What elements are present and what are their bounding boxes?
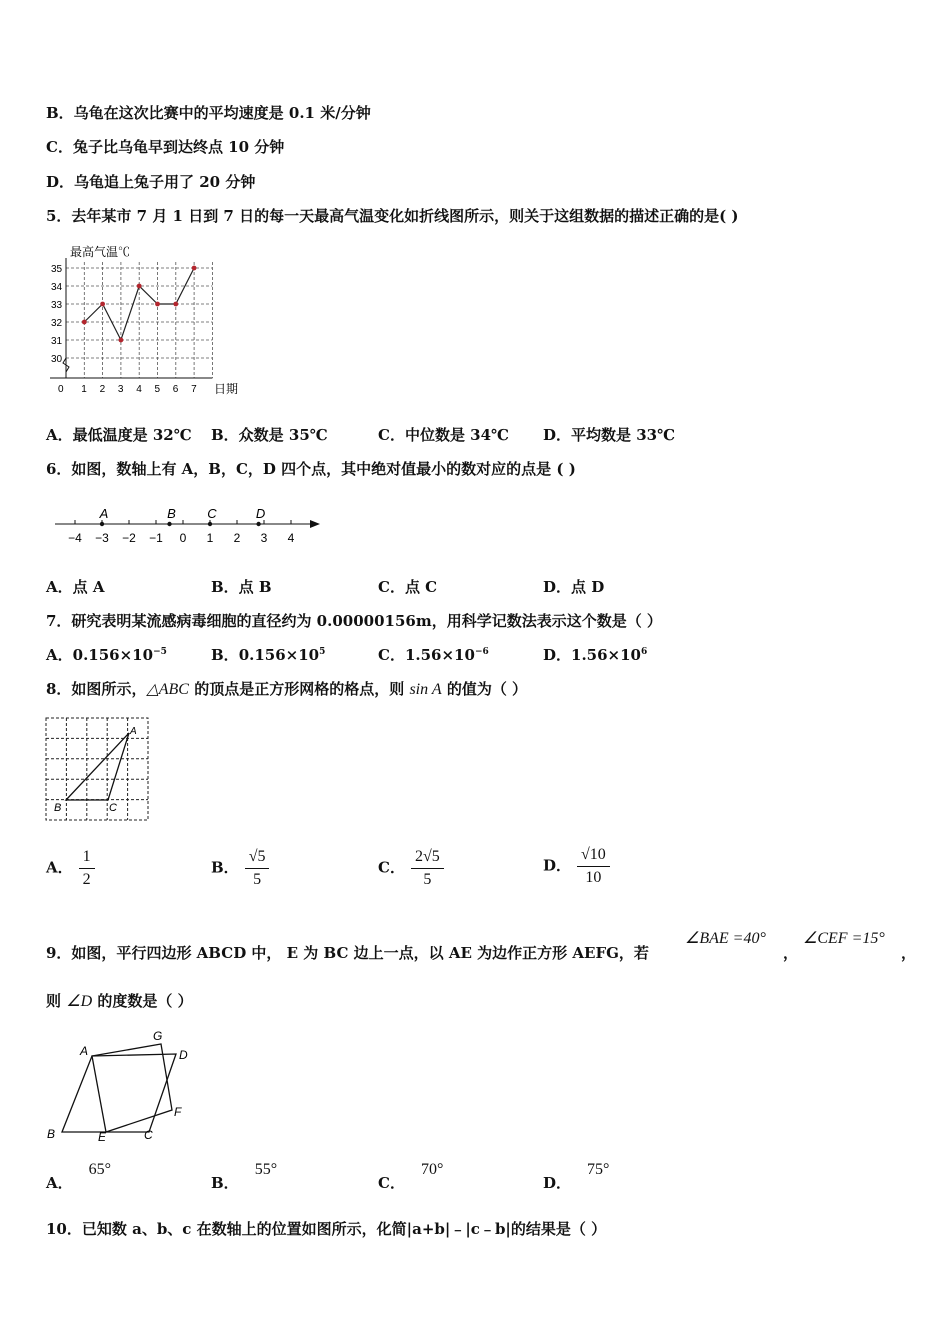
number-line-tick-label: −3 xyxy=(95,531,109,545)
chart-ytick-label: 32 xyxy=(51,318,63,329)
number-line-point xyxy=(256,522,260,526)
label-c: C xyxy=(144,1128,153,1142)
chart-xtick-label: 7 xyxy=(191,384,197,395)
chart-ylabel: 最高气温℃ xyxy=(70,245,131,259)
q8-option-b: B． $\frac{√5}{5}$ xyxy=(211,848,269,889)
chart-point xyxy=(100,302,105,307)
chart-xtick-label: 6 xyxy=(172,384,179,395)
vertex-b-label: B xyxy=(54,802,62,814)
chart-xtick-label: 4 xyxy=(136,384,142,395)
chart-xtick-label: 2 xyxy=(99,384,106,395)
number-line-point-label: D xyxy=(255,506,266,521)
label-d: D xyxy=(179,1048,188,1062)
q9-stem: 9．如图，平行四边形 ABCD 中， E 为 BC 边上一点，以 AE 为边作正方形 AEFG，若 xyxy=(46,944,649,962)
number-line-point-label: A xyxy=(99,506,109,521)
parallelogram-square-figure xyxy=(44,1024,204,1146)
q5-option-b: B．众数是 35℃ xyxy=(211,426,328,444)
q9-option-c: C．70° xyxy=(378,1161,444,1192)
label-e: E xyxy=(98,1130,107,1144)
fraction: $\frac{2√5}{5}$ xyxy=(411,848,444,889)
triangle-grid-figure xyxy=(44,716,152,824)
chart-ytick-label: 34 xyxy=(51,282,63,293)
q7-option-d: D．$1.56\times 10^6$ xyxy=(543,646,648,664)
chart-xtick-label: 5 xyxy=(154,384,161,395)
q4-option-c: C．兔子比乌龟早到达终点 10 分钟 xyxy=(46,138,285,156)
q7-option-a: A．$0.156\times 10^{-5}$ xyxy=(46,646,167,664)
temperature-line-chart xyxy=(44,240,244,400)
chart-xtick-label: 3 xyxy=(117,384,124,395)
q6-option-b: B．点 B xyxy=(211,578,272,596)
number-line-tick-label: 3 xyxy=(260,531,268,545)
q5-stem: 5．去年某市 7 月 1 日到 7 日的每一天最高气温变化如折线图所示，则关于这组数据的描述正确的是( ) xyxy=(46,207,739,225)
q9-option-a: A．65° xyxy=(46,1161,112,1192)
number-line-tick-label: 4 xyxy=(287,531,295,545)
q8-option-c: C． $\frac{2√5}{5}$ xyxy=(378,848,444,889)
number-line-point-label: B xyxy=(167,506,176,521)
vertex-a-label: A xyxy=(130,726,137,737)
chart-point xyxy=(137,284,142,289)
number-line-arrow xyxy=(310,520,320,528)
parallelogram-abcd xyxy=(62,1054,176,1132)
q7-option-b: B．$0.156\times 10^5$ xyxy=(211,646,326,664)
q7-option-c: C．$1.56\times 10^{-6}$ xyxy=(378,646,489,664)
chart-ytick-label: 31 xyxy=(51,336,63,347)
number-line-tick-label: −2 xyxy=(122,531,136,545)
chart-point xyxy=(173,302,178,307)
q7-stem: 7．研究表明某流感病毒细胞的直径约为 0.00000156m，用科学记数法表示这个数是（ ） xyxy=(46,612,662,630)
label-f: F xyxy=(174,1105,182,1119)
q6-stem: 6．如图，数轴上有 A，B，C，D 四个点，其中绝对值最小的数对应的点是 ( ) xyxy=(46,460,576,478)
q4-option-b: B．乌龟在这次比赛中的平均速度是 0.1 米/分钟 xyxy=(46,104,371,122)
q9-comma-2: ， xyxy=(901,944,917,962)
number-line-tick-label: 0 xyxy=(179,531,187,545)
q5-option-c: C．中位数是 34℃ xyxy=(378,426,510,444)
q9-comma-1: ， xyxy=(783,944,799,962)
chart-point xyxy=(192,266,197,271)
chart-point xyxy=(119,338,124,343)
label-g: G xyxy=(153,1029,163,1043)
q10-stem: 10．已知数 a、b、c 在数轴上的位置如图所示，化简|a+b|﹣|c﹣b|的结果是（ ） xyxy=(46,1220,607,1238)
q9-angle-cef: ∠CEF =15° xyxy=(803,930,885,947)
number-line-tick-label: 1 xyxy=(206,531,214,545)
vertex-c-label: C xyxy=(109,802,117,814)
number-line-tick-label: 2 xyxy=(233,531,241,545)
chart-ytick-label: 33 xyxy=(51,300,63,311)
number-line-point-label: C xyxy=(207,506,217,521)
fraction: $\frac{√5}{5}$ xyxy=(245,848,270,889)
q8-stem: 8．如图所示，△ABC 的顶点是正方形网格的格点，则 sin A 的值为（ ） xyxy=(46,680,528,698)
chart-xtick-label: 0 xyxy=(58,384,64,395)
chart-point xyxy=(155,302,160,307)
number-line-point xyxy=(100,522,104,526)
number-line-q6 xyxy=(50,500,330,550)
label-a: A xyxy=(80,1044,89,1058)
chart-xtick-label: 1 xyxy=(81,384,87,395)
square-aefg xyxy=(92,1044,172,1132)
triangle-abc xyxy=(66,733,129,800)
chart-ytick-label: 30 xyxy=(51,354,63,365)
q6-option-d: D．点 D xyxy=(543,578,605,596)
q5-option-d: D．平均数是 33℃ xyxy=(543,426,676,444)
number-line-tick-label: −4 xyxy=(68,531,82,545)
chart-point xyxy=(82,320,87,325)
number-line-tick-label: −1 xyxy=(149,531,163,545)
fraction: $\frac{√10}{10}$ xyxy=(577,846,610,887)
q9-angle-bae: ∠BAE =40° xyxy=(685,930,766,947)
q4-option-d: D．乌龟追上兔子用了 20 分钟 xyxy=(46,173,256,191)
number-line-point xyxy=(167,522,171,526)
chart-xlabel: 日期 xyxy=(214,382,239,396)
q8-option-a: A． $\frac{1}{2}$ xyxy=(46,848,95,889)
q9-stem-line2: 则 ∠D 的度数是（ ） xyxy=(46,992,193,1010)
q6-option-a: A．点 A xyxy=(46,578,105,596)
q9-option-d: D．75° xyxy=(543,1161,610,1192)
q5-option-a: A．最低温度是 32℃ xyxy=(46,426,192,444)
label-b: B xyxy=(47,1127,56,1141)
q9-option-b: B．55° xyxy=(211,1161,278,1192)
q6-option-c: C．点 C xyxy=(378,578,438,596)
fraction: $\frac{1}{2}$ xyxy=(79,848,95,889)
q8-option-d: D． $\frac{√10}{10}$ xyxy=(543,846,610,887)
number-line-point xyxy=(208,522,212,526)
chart-ytick-label: 35 xyxy=(51,264,63,275)
